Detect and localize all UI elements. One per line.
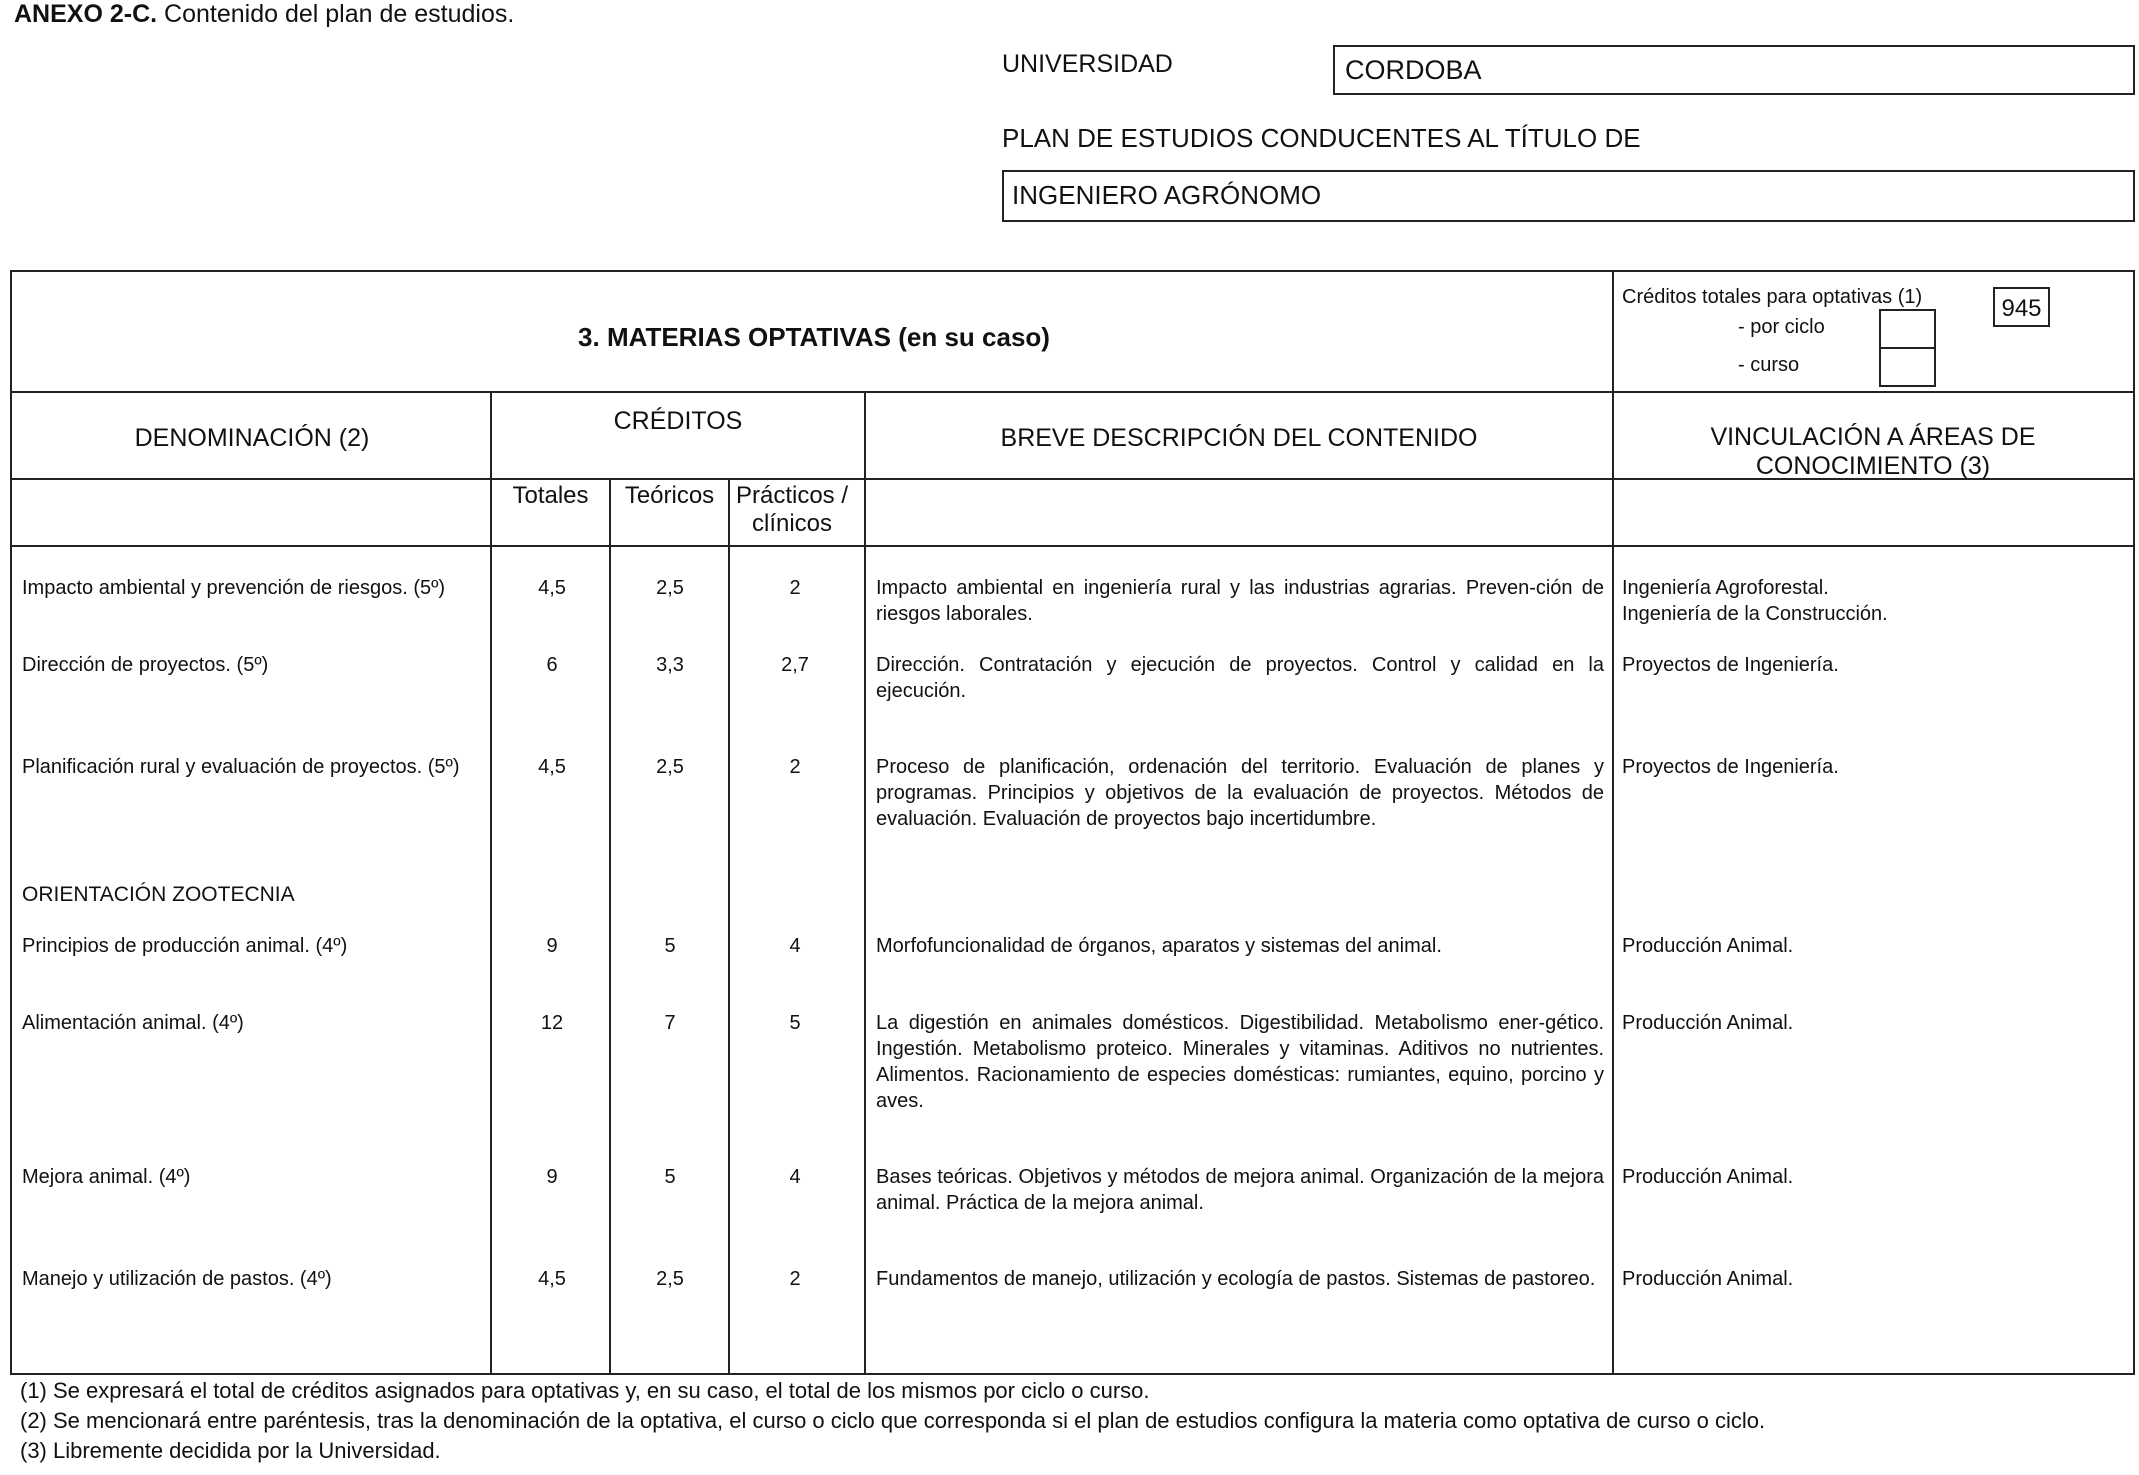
table-row-area: Ingeniería de la Construcción.	[1622, 603, 1888, 625]
table-row-teoricos: 3,3	[656, 654, 684, 676]
table-row-descripcion: Impacto ambiental en ingeniería rural y las industrias agrarias. Preven-ción de riesgos laborales.	[876, 577, 1604, 625]
table-row-practicos: 2	[789, 577, 801, 599]
section-title: 3. MATERIAS OPTATIVAS (en su caso)	[578, 322, 1050, 352]
table-row-area: Producción Animal.	[1622, 935, 1794, 957]
table-row-descripcion: Morfofuncionalidad de órganos, aparatos y sistemas del animal.	[876, 935, 1442, 957]
table-row-area: Ingeniería Agroforestal.	[1622, 577, 1829, 599]
table-row-totales: 4,5	[538, 577, 566, 599]
table-row-denominacion: Planificación rural y evaluación de proyectos. (5º)	[22, 756, 460, 778]
header-vinculacion: VINCULACIÓN A ÁREAS DE CONOCIMIENTO (3)	[1710, 423, 2036, 480]
table-row-denominacion: Dirección de proyectos. (5º)	[22, 654, 269, 676]
table-row-area: Proyectos de Ingeniería.	[1622, 756, 1839, 778]
table-row-area: Producción Animal.	[1622, 1268, 1794, 1290]
header-creditos: CRÉDITOS	[613, 407, 743, 435]
header-denominacion: DENOMINACIÓN (2)	[134, 424, 370, 452]
table-row-teoricos: 5	[664, 935, 676, 957]
header-teoricos: Teóricos	[624, 482, 715, 509]
table-rule	[492, 478, 864, 480]
table-row-denominacion: Principios de producción animal. (4º)	[22, 935, 348, 957]
per-cycle-box	[1879, 309, 1936, 349]
table-row-totales: 9	[546, 1166, 558, 1188]
table-row-area: Producción Animal.	[1622, 1166, 1794, 1188]
table-row-teoricos: 2,5	[656, 1268, 684, 1290]
table-row-practicos: 2,7	[781, 654, 809, 676]
orientation-label: ORIENTACIÓN ZOOTECNIA	[22, 883, 295, 906]
table-rule	[609, 478, 611, 1375]
table-row-descripcion: La digestión en animales domésticos. Digestibilidad. Metabolismo ener-gético. Ingestión. Metabolismo proteico. Minerales y vitaminas. Aditivos no nutrientes. Alimentos. Racionamiento de especies domésticas: rumiantes, equino, porcino y aves.	[876, 1012, 1604, 1112]
table-rule	[10, 391, 2135, 393]
table-row-denominacion: Manejo y utilización de pastos. (4º)	[22, 1268, 332, 1290]
degree-title: INGENIERO AGRÓNOMO	[1002, 170, 2135, 222]
table-row-practicos: 2	[789, 1268, 801, 1290]
table-row-practicos: 5	[789, 1012, 801, 1034]
table-row-descripcion: Bases teóricas. Objetivos y métodos de mejora animal. Organización de la mejora animal. Práctica de la mejora animal.	[876, 1166, 1604, 1214]
table-row-practicos: 4	[789, 1166, 801, 1188]
table-rule	[728, 478, 730, 1375]
table-rule	[490, 391, 492, 1375]
table-row-totales: 4,5	[538, 756, 566, 778]
table-row-descripcion: Proceso de planificación, ordenación del territorio. Evaluación de planes y programas. Principios y objetivos de la evaluación de proyectos. Métodos de evaluación. Evaluación de proyectos bajo incertidumbre.	[876, 756, 1604, 830]
footnote: (2) Se mencionará entre paréntesis, tras la denominación de la optativa, el curso o ciclo que corresponda si el plan de estudios configura la materia como optativa de curso o ciclo.	[20, 1408, 1766, 1433]
table-row-area: Producción Animal.	[1622, 1012, 1794, 1034]
table-row-totales: 9	[546, 935, 558, 957]
table-row-denominacion: Alimentación animal. (4º)	[22, 1012, 244, 1034]
header-descripcion: BREVE DESCRIPCIÓN DEL CONTENIDO	[1000, 424, 1478, 452]
footnote: (1) Se expresará el total de créditos asignados para optativas y, en su caso, el total de los mismos por ciclo o curso.	[20, 1378, 1150, 1403]
table-rule	[864, 391, 866, 1375]
annex-heading: ANEXO 2-C. Contenido del plan de estudios.	[14, 0, 515, 28]
table-row-teoricos: 2,5	[656, 577, 684, 599]
table-row-denominacion: Mejora animal. (4º)	[22, 1166, 191, 1188]
per-course-box	[1879, 347, 1936, 387]
table-row-totales: 4,5	[538, 1268, 566, 1290]
table-row-teoricos: 2,5	[656, 756, 684, 778]
credits-total-label: Créditos totales para optativas (1)	[1622, 286, 1923, 308]
credits-total-value: 945	[1993, 287, 2050, 327]
table-row-teoricos: 5	[664, 1166, 676, 1188]
table-row-area: Proyectos de Ingeniería.	[1622, 654, 1839, 676]
table-row-teoricos: 7	[664, 1012, 676, 1034]
table-row-practicos: 2	[789, 756, 801, 778]
table-row-practicos: 4	[789, 935, 801, 957]
table-rule	[10, 545, 2135, 547]
footnote: (3) Libremente decidida por la Universidad.	[20, 1438, 441, 1463]
table-row-totales: 12	[540, 1012, 564, 1034]
table-row-totales: 6	[546, 654, 558, 676]
university-label: UNIVERSIDAD	[1002, 50, 1173, 78]
university-value: CORDOBA	[1333, 45, 2135, 95]
plan-label: PLAN DE ESTUDIOS CONDUCENTES AL TÍTULO DE	[1002, 123, 1641, 153]
table-row-descripcion: Dirección. Contratación y ejecución de proyectos. Control y calidad en la ejecución.	[876, 654, 1604, 702]
per-cycle-label: - por ciclo	[1738, 316, 1825, 338]
table-row-denominacion: Impacto ambiental y prevención de riesgos. (5º)	[22, 577, 446, 599]
per-course-label: - curso	[1738, 354, 1800, 376]
header-totales: Totales	[512, 482, 589, 509]
table-row-descripcion: Fundamentos de manejo, utilización y ecología de pastos. Sistemas de pastoreo.	[876, 1268, 1596, 1290]
header-practicos: Prácticos / clínicos	[735, 482, 849, 537]
